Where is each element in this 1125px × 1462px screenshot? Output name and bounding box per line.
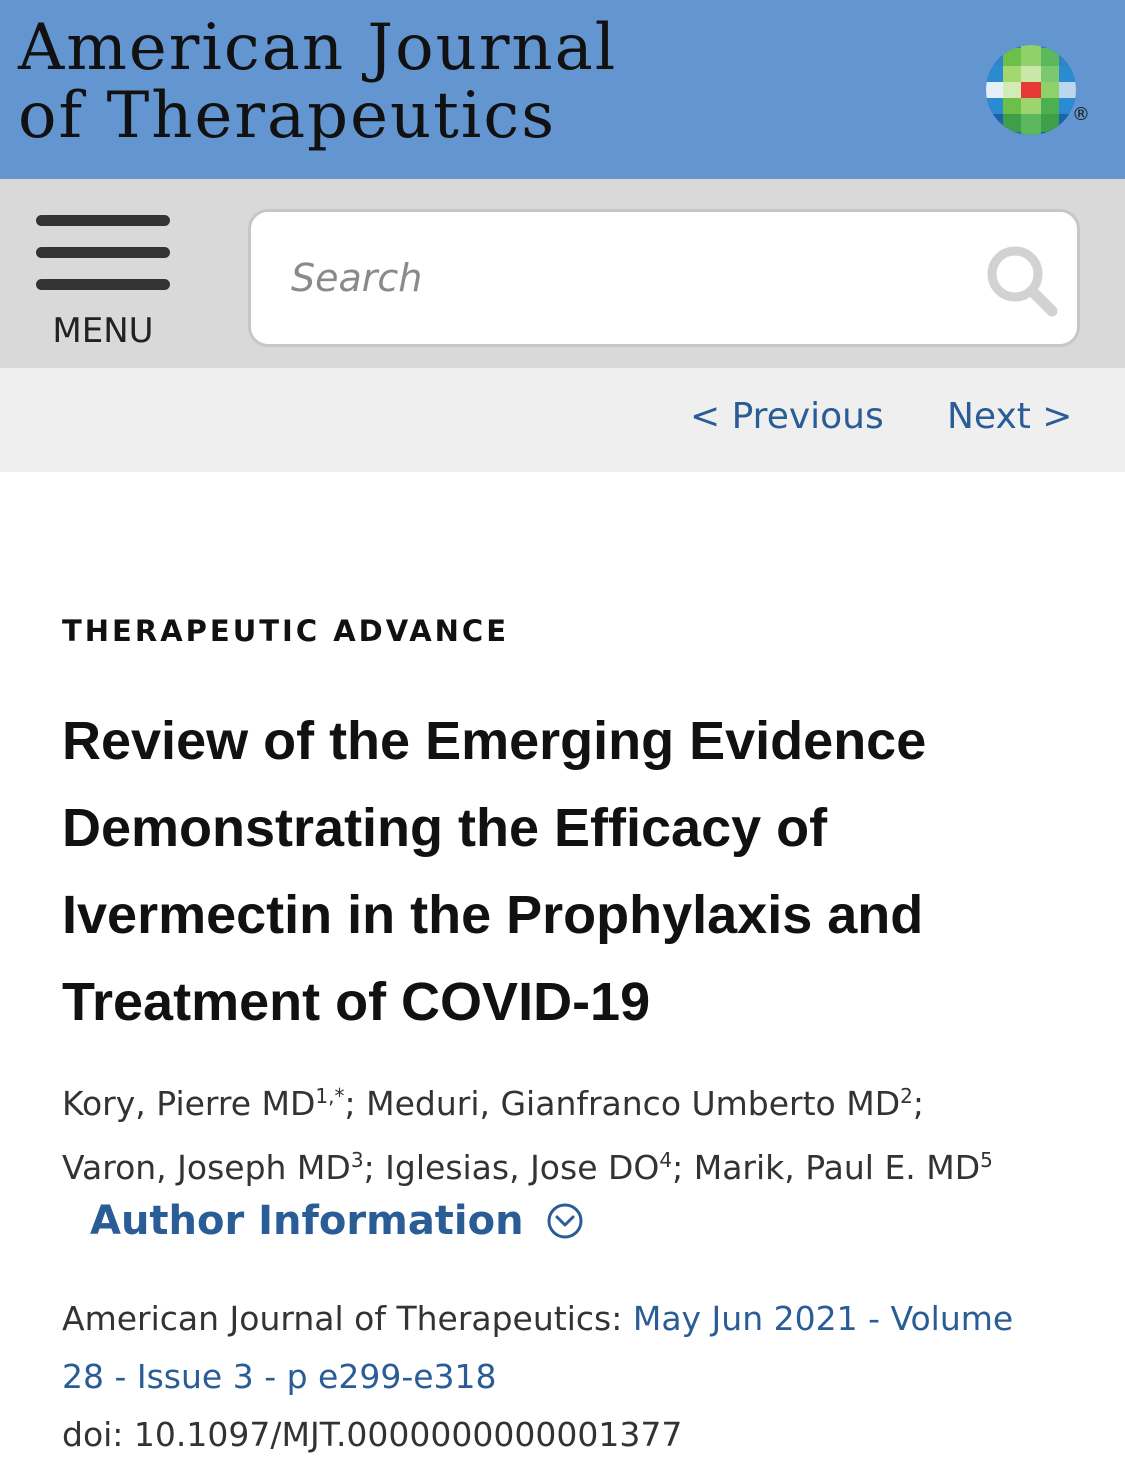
hamburger-icon-bar-3 [36, 279, 170, 290]
author-separator: ; [912, 1084, 924, 1123]
citation-journal: American Journal of Therapeutics: [62, 1299, 633, 1338]
author-separator: ; [344, 1084, 367, 1123]
issue-link-continued[interactable]: 28 - Issue 3 - p e299-e318 [62, 1357, 497, 1396]
article-section-label: THERAPEUTIC ADVANCE [62, 614, 509, 648]
wolters-kluwer-logo-icon[interactable] [985, 44, 1077, 136]
doi: doi: 10.1097/MJT.0000000000001377 [62, 1415, 683, 1454]
menu-button[interactable] [30, 211, 176, 351]
toolbar [0, 179, 1125, 368]
author-name: Meduri, Gianfranco Umberto MD [366, 1084, 901, 1123]
citation [62, 1290, 1102, 1462]
journal-title-line-1: American Journal [18, 11, 618, 85]
hamburger-icon [36, 215, 170, 226]
author-information-toggle[interactable] [90, 1198, 584, 1244]
article-title-line: Ivermectin in the Prophylaxis and [62, 885, 924, 945]
author-information-label: Author Information [90, 1198, 524, 1244]
author-affiliation: 3 [350, 1148, 364, 1172]
search-box[interactable] [248, 209, 1080, 347]
citation-line-1 [62, 1290, 1102, 1348]
next-article-link[interactable]: Next > [947, 396, 1073, 437]
author-name: Kory, Pierre MD [62, 1084, 316, 1123]
menu-label: MENU [52, 311, 154, 351]
article-title-line: Review of the Emerging Evidence [62, 711, 927, 771]
hamburger-icon-bar-2 [36, 247, 170, 258]
author-line-2 [62, 1136, 1102, 1200]
chevron-down-circle-icon [546, 1202, 584, 1240]
author-name: Varon, Joseph MD [62, 1148, 351, 1187]
previous-article-link[interactable]: < Previous [690, 396, 884, 437]
issue-link[interactable]: May Jun 2021 - Volume [632, 1299, 1014, 1338]
author-line-1 [62, 1072, 1102, 1136]
author-list [62, 1072, 1102, 1200]
author-name: Marik, Paul E. MD [693, 1148, 981, 1187]
author-affiliation: 5 [980, 1148, 993, 1172]
article-navigation [0, 368, 1125, 472]
search-input[interactable] [291, 242, 971, 314]
author-affiliation: 2 [900, 1084, 913, 1108]
citation-line-2 [62, 1348, 1102, 1406]
author-separator: ; [672, 1148, 694, 1187]
masthead [0, 0, 1125, 179]
article-title-line: Demonstrating the Efficacy of [62, 798, 828, 858]
search-icon[interactable] [984, 243, 1060, 319]
author-affiliation: 1,* [315, 1084, 345, 1108]
author-affiliation: 4 [659, 1148, 673, 1172]
author-name: Iglesias, Jose DO [385, 1148, 660, 1187]
registered-mark: ® [1072, 104, 1090, 125]
article-title [62, 698, 1062, 1046]
journal-title[interactable] [18, 11, 618, 153]
journal-title-line-2: of Therapeutics [18, 79, 557, 153]
article-title-line: Treatment of COVID-19 [62, 972, 651, 1032]
author-separator: ; [363, 1148, 386, 1187]
